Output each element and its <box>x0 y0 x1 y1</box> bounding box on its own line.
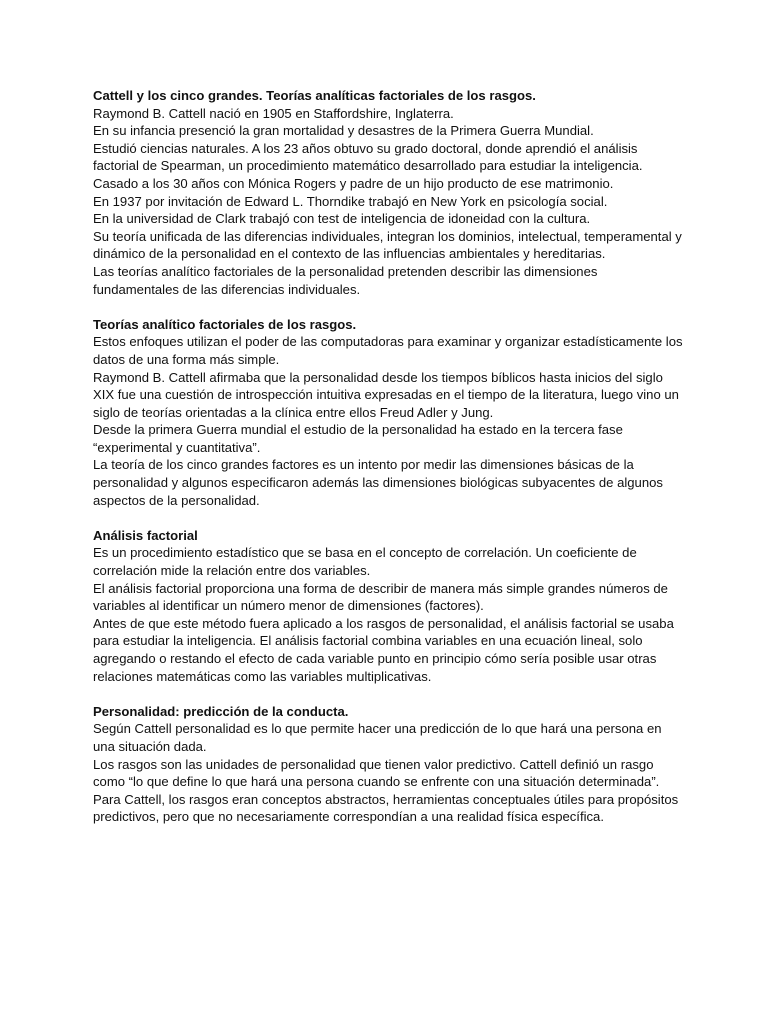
paragraph: Según Cattell personalidad es lo que permite hacer una predicción de lo que hará una persona en una situación dada. <box>93 721 662 754</box>
paragraph: Casado a los 30 años con Mónica Rogers y padre de un hijo producto de ese matrimonio. <box>93 175 614 191</box>
paragraph: Las teorías analítico factoriales de la personalidad pretenden describir las dimensiones fundamentales de las diferencias individuales. <box>93 263 598 297</box>
paragraph: En 1937 por invitación de Edward L. Thorndike trabajó en New York en psicología social. <box>93 193 608 209</box>
section-analisis-factorial <box>93 527 683 685</box>
paragraph: En su infancia presenció la gran mortalidad y desastres de la Primera Guerra Mundial. <box>93 123 594 139</box>
paragraph: Raymond B. Cattell afirmaba que la personalidad desde los tiempos bíblicos hasta inicios del siglo XIX fue una cuestión de introspección intuitiva expresadas en el tiempo de la literatura, luego vino un siglo de teorías orientadas a la clínica entre ellos Freud Adler y Jung. <box>93 369 679 420</box>
paragraph: Desde la primera Guerra mundial el estudio de la personalidad ha estado en la tercera fase “experimental y cuantitativa”. <box>93 422 623 455</box>
section-heading: Teorías analítico factoriales de los rasgos. <box>93 316 357 332</box>
document-page <box>93 87 683 844</box>
paragraph: En la universidad de Clark trabajó con test de inteligencia de idoneidad con la cultura. <box>93 211 591 227</box>
paragraph: El análisis factorial proporciona una forma de describir de manera más simple grandes números de variables al identificar un número menor de dimensiones (factores). <box>93 580 668 614</box>
paragraph: Los rasgos son las unidades de personalidad que tienen valor predictivo. Cattell definió un rasgo como “lo que define lo que hará una persona cuando se enfrente con una situación determinada”. Para Cattell, los rasgos eran conceptos abstractos, herramientas conceptuales útiles para propósitos predictivos, pero que no necesariamente correspondían a una realidad física específica. <box>93 756 679 825</box>
section-cattell-intro <box>93 87 683 298</box>
section-heading: Cattell y los cinco grandes. Teorías analíticas factoriales de los rasgos. <box>93 88 536 103</box>
paragraph: Su teoría unificada de las diferencias individuales, integran los dominios, intelectual, temperamental y dinámico de la personalidad en el contexto de las influencias ambientales y hereditarias. <box>93 228 682 262</box>
section-heading: Personalidad: predicción de la conducta. <box>93 703 349 719</box>
paragraph: Raymond B. Cattell nació en 1905 en Staffordshire, Inglaterra. <box>93 105 454 121</box>
paragraph: La teoría de los cinco grandes factores es un intento por medir las dimensiones básicas de la personalidad y algunos especificaron además las dimensiones biológicas subyacentes de algunos aspectos de la personalidad. <box>93 457 663 508</box>
section-personalidad-prediccion <box>93 703 683 826</box>
paragraph: Antes de que este método fuera aplicado a los rasgos de personalidad, el análisis factorial se usaba para estudiar la inteligencia. El análisis factorial combina variables en una ecuación lineal, solo agregando o restando el efecto de cada variable punto en principio cómo sería posible usar otras relaciones matemáticas como las variables multiplicativas. <box>93 615 674 684</box>
paragraph: Estudió ciencias naturales. A los 23 años obtuvo su grado doctoral, donde aprendió el análisis factorial de Spearman, un procedimiento matemático desarrollado para estudiar la inteligencia. <box>93 140 643 174</box>
paragraph: Estos enfoques utilizan el poder de las computadoras para examinar y organizar estadísticamente los datos de una forma más simple. <box>93 334 683 367</box>
section-teorias-rasgos <box>93 316 683 510</box>
paragraph: Es un procedimiento estadístico que se basa en el concepto de correlación. Un coeficiente de correlación mide la relación entre dos variables. <box>93 545 637 579</box>
section-heading: Análisis factorial <box>93 527 198 543</box>
